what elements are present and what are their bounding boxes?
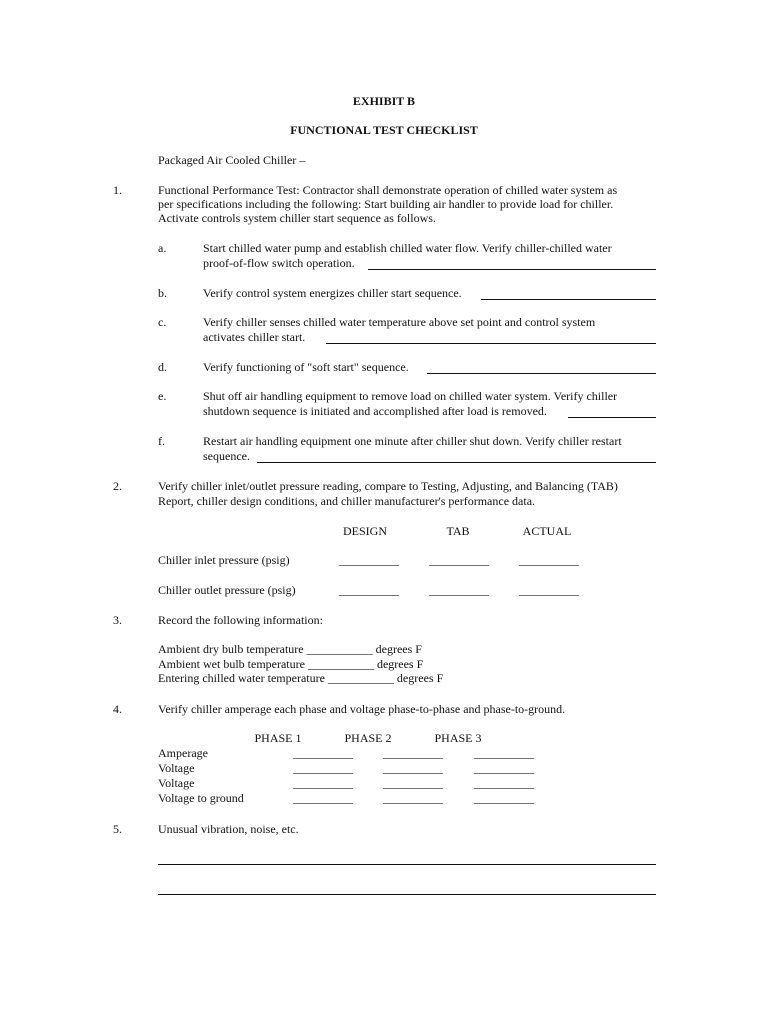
step-f-answer-line[interactable] [257,462,656,463]
ambient-dry-bulb-line[interactable]: Ambient dry bulb temperature ___________ degrees F [158,642,422,656]
inlet-pressure-label: Chiller inlet pressure (psig) [158,553,290,567]
voltage-phase-1-blank[interactable]: __________ [293,761,353,775]
step-c-answer-line[interactable] [326,343,656,344]
entering-chilled-water-line[interactable]: Entering chilled water temperature ___________ degrees F [158,671,444,685]
amperage-phase-2-blank[interactable]: __________ [383,746,443,760]
item-1-text-line: per specifications including the following: Start building air handler to provide load for chiller. [158,197,614,211]
item-4-number: 4. [113,702,122,716]
item-1-text-line: Activate controls system chiller start sequence as follows. [158,211,436,225]
voltage-label: Voltage [158,776,195,790]
step-a-text: Start chilled water pump and establish chilled water flow. Verify chiller-chilled water [203,241,612,255]
item-2-text-line: Verify chiller inlet/outlet pressure reading, compare to Testing, Adjusting, and Balancing (TAB) [158,479,618,493]
step-f-text: Restart air handling equipment one minute after chiller shut down. Verify chiller restart [203,434,622,448]
step-d-letter: d. [158,360,167,374]
amperage-phase-3-blank[interactable]: __________ [474,746,534,760]
step-b-text: Verify control system energizes chiller start sequence. [203,286,462,300]
item-2-text-line: Report, chiller design conditions, and chiller manufacturer's performance data. [158,494,536,508]
voltage-label: Voltage [158,761,195,775]
voltage-2-phase-3-blank[interactable]: __________ [474,776,534,790]
step-d-answer-line[interactable] [427,373,656,374]
pressure-column-design: DESIGN [343,524,387,538]
item-2-number: 2. [113,479,122,493]
item-5-text: Unusual vibration, noise, etc. [158,822,299,836]
outlet-pressure-design-blank[interactable]: __________ [339,583,399,597]
notes-line-2[interactable] [158,894,656,895]
step-b-letter: b. [158,286,167,300]
step-c-letter: c. [158,315,167,329]
voltage-to-ground-label: Voltage to ground [158,791,244,805]
step-a-answer-line[interactable] [368,269,656,270]
exhibit-label: EXHIBIT B [352,94,416,108]
equipment-subject: Packaged Air Cooled Chiller – [158,153,306,167]
item-1-text-line: Functional Performance Test: Contractor shall demonstrate operation of chilled water system as [158,183,618,197]
inlet-pressure-tab-blank[interactable]: __________ [429,553,489,567]
step-f-letter: f. [158,434,165,448]
step-d-text: Verify functioning of "soft start" sequence. [203,360,409,374]
voltage-to-ground-phase-3-blank[interactable]: __________ [474,791,534,805]
step-a-text: proof-of-flow switch operation. [203,256,355,270]
voltage-phase-3-blank[interactable]: __________ [474,761,534,775]
voltage-to-ground-phase-2-blank[interactable]: __________ [383,791,443,805]
amperage-label: Amperage [158,746,208,760]
outlet-pressure-label: Chiller outlet pressure (psig) [158,583,296,597]
phase-3-column: PHASE 3 [434,731,482,745]
step-e-answer-line[interactable] [568,417,656,418]
item-1-number: 1. [113,183,122,197]
step-b-answer-line[interactable] [481,299,656,300]
step-c-text: Verify chiller senses chilled water temperature above set point and control system [203,315,596,329]
outlet-pressure-tab-blank[interactable]: __________ [429,583,489,597]
item-3-text: Record the following information: [158,613,323,627]
pressure-column-actual: ACTUAL [522,524,572,538]
voltage-2-phase-1-blank[interactable]: __________ [293,776,353,790]
item-5-number: 5. [113,822,122,836]
outlet-pressure-actual-blank[interactable]: __________ [519,583,579,597]
step-e-text: Shut off air handling equipment to remove load on chilled water system. Verify chiller [203,389,618,403]
step-f-text: sequence. [203,449,250,463]
inlet-pressure-design-blank[interactable]: __________ [339,553,399,567]
step-e-text: shutdown sequence is initiated and accomplished after load is removed. [203,404,547,418]
notes-line-1[interactable] [158,864,656,865]
phase-2-column: PHASE 2 [344,731,392,745]
step-c-text: activates chiller start. [203,330,306,344]
phase-1-column: PHASE 1 [254,731,302,745]
step-e-letter: e. [158,389,167,403]
voltage-phase-2-blank[interactable]: __________ [383,761,443,775]
pressure-column-tab: TAB [446,524,470,538]
document-title: FUNCTIONAL TEST CHECKLIST [290,123,478,137]
voltage-to-ground-phase-1-blank[interactable]: __________ [293,791,353,805]
amperage-phase-1-blank[interactable]: __________ [293,746,353,760]
step-a-letter: a. [158,241,167,255]
ambient-wet-bulb-line[interactable]: Ambient wet bulb temperature ___________ degrees F [158,657,424,671]
item-3-number: 3. [113,613,122,627]
inlet-pressure-actual-blank[interactable]: __________ [519,553,579,567]
voltage-2-phase-2-blank[interactable]: __________ [383,776,443,790]
item-4-text: Verify chiller amperage each phase and voltage phase-to-phase and phase-to-ground. [158,702,566,716]
